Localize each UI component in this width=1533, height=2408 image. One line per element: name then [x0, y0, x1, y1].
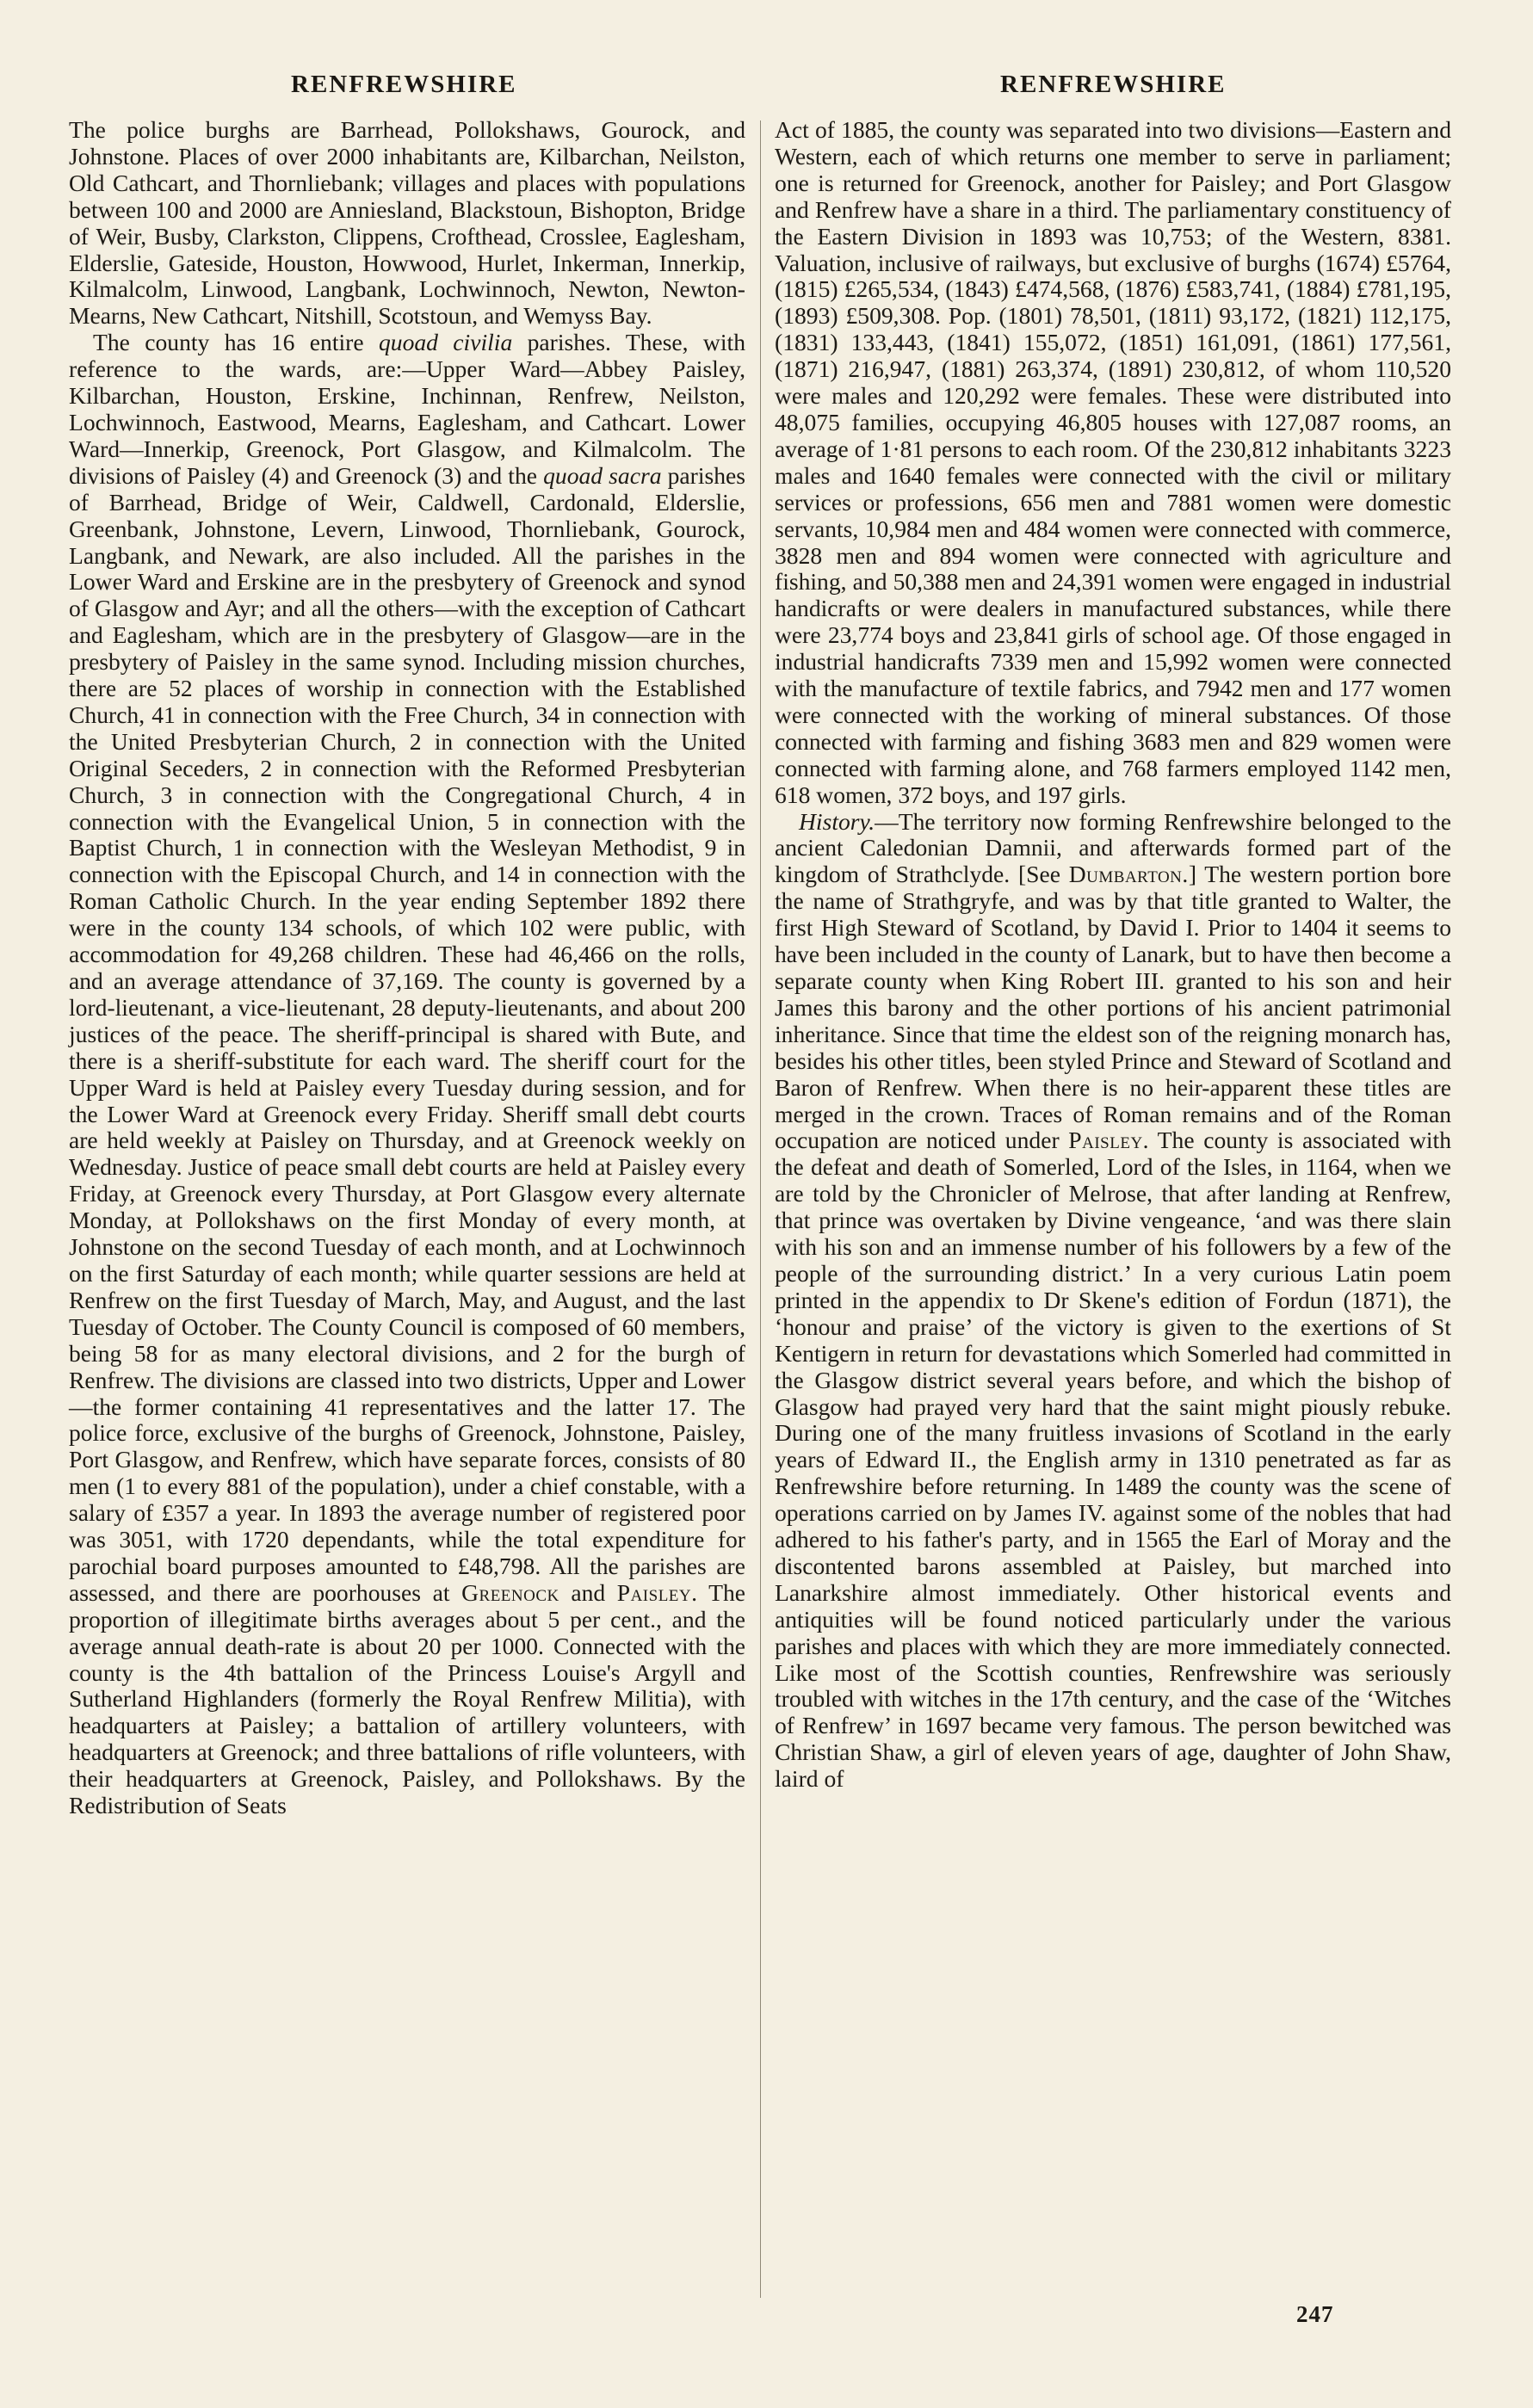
text-run: —The territory now forming Renfrewshire belonged to the ancient Caledonian Damnii, and afterwards formed part of the kingdom of Strathclyde. [See: [775, 807, 1451, 888]
cross-reference-dumbarton: Dumbarton.: [1068, 861, 1189, 888]
text-run: parishes of Barrhead, Bridge of Weir, Caldwell, Cardonald, Elderslie, Greenbank, Johnstone, Levern, Linwood, Thornliebank, Gourock, Langbank, and Newark, are also included. All the parishes in the Lower Ward and Erskine are in the presbytery of Greenock and synod of Glasgow and Ayr; and all the others—with the exception of Cathcart and Eaglesham, which are in the presbytery of Glasgow—are in the presbytery of Paisley in the same synod. Including mission churches, there are 52 places of worship in connection with the Established Church, 41 in connection with the Free Church, 34 in connection with the United Presbyterian Church, 2 in connection with the United Original Seceders, 2 in connection with the Reformed Presbyterian Church, 3 in connection with the Congregational Church, 4 in connection with the Evangelical Union, 5 in connection with the Baptist Church, 1 in connection with the Wesleyan Methodist, 9 in connection with the Episcopal Church, and 14 in connection with the Roman Catholic Church. In the year ending September 1892 there were in the county 134 schools, of which 102 were public, with accommodation for 49,268 children. These had 46,466 on the rolls, and an average attendance of 37,169. The county is governed by a lord-lieutenant, a vice-lieutenant, 28 deputy-lieutenants, and about 200 justices of the peace. The sheriff-principal is shared with Bute, and there is a sheriff-substitute for each ward. The sheriff court for the Upper Ward is held at Paisley every Tuesday during session, and for the Lower Ward at Greenock every Friday. Sheriff small debt courts are held weekly at Paisley on Thursday, and at Greenock weekly on Wednesday. Justice of peace small debt courts are held at Paisley every Friday, at Greenock every Thursday, at Port Glasgow every alternate Monday, at Pollokshaws on the first Monday of every month, at Johnstone on the second Tuesday of each month, and at Lochwinnoch on the first Saturday of each month; while quarter sessions are held at Renfrew on the first Tuesday of March, May, and August, and the last Tuesday of October. The County Council is composed of 60 members, being 58 for as many electoral divisions, and 2 for the burgh of Renfrew. The divisions are classed into two districts, Upper and Lower—the former containing 41 representatives and the latter 17. The police force, exclusive of the burghs of Greenock, Johnstone, Paisley, Port Glasgow, and Renfrew, which have separate forces, consists of 80 men (1 to every 881 of the population), under a chief constable, with a salary of £357 a year. In 1893 the average number of registered poor was 3051, with 1720 dependants, while the total expenditure for parochial board purposes amounted to £48,798. All the parishes are assessed, and there are poorhouses at: [69, 461, 746, 1606]
column-divider: [760, 120, 761, 2298]
italic-term-quoad-sacra: quoad sacra: [543, 461, 662, 489]
page-number: 247: [1296, 2301, 1334, 2327]
running-head-right: RENFREWSHIRE: [1000, 71, 1227, 98]
text-run: . The county is associated with the defeat and death of Somerled, Lord of the Isles, in 1164, when we are told by the Chronicler of Melrose, that after landing at Renfrew, that prince was overtaken by Divine vengeance, ‘and was there slain with his son and an immense number of his followers by a few of the people of the surrounding district.’ In a very curious Latin poem printed in the appendix to Dr Skene's edition of Fordun (1871), the ‘honour and praise’ of the victory is given to the exertions of St Kentigern in return for devastations which Somerled had committed in the Glasgow district several years before, and which the bishop of Glasgow had prayed very hard that the saint might piously rebuke. During one of the many fruitless invasions of Scotland in the early years of Edward II., the English army in 1310 penetrated as far as Renfrewshire before returning. In 1489 the county was the scene of operations carried on by James IV. against some of the nobles that had adhered to his father's party, and in 1565 the Earl of Moray and the discontented barons assembled at Paisley, but marched into Lanarkshire almost immediately. Other historical events and antiquities will be found noticed particularly under the various parishes and places with which they are more immediately connected. Like most of the Scottish counties, Renfrewshire was seriously troubled with witches in the 17th century, and the case of the ‘Witches of Renfrew’ in 1697 became very famous. The person bewitched was Christian Shaw, a girl of eleven years of age, daughter of John Shaw, laird of: [775, 1127, 1452, 1793]
text-run: . The proportion of illegitimate births averages about 5 per cent., and the average annual death-rate is about 20 per 1000. Connected with the county is the 4th battalion of the Princess Louise's Argyll and Sutherland Highlanders (formerly the Royal Renfrew Militia), with headquarters at Paisley; a battalion of artillery volunteers, with headquarters at Greenock; and three battalions of rifle volunteers, with their headquarters at Greenock, Paisley, and Pollokshaws. By the Redistribution of Seats: [69, 1578, 746, 1819]
right-column: [775, 117, 1451, 1793]
paragraph-police-burghs: The police burghs are Barrhead, Pollokshaws, Gourock, and Johnstone. Places of over 2000 inhabitants are, Kilbarchan, Neilston, Old Cathcart, and Thornliebank; villages and places with populations between 100 and 2000 are Anniesland, Blackstoun, Bishopton, Bridge of Weir, Busby, Clarkston, Clippens, Crofthead, Crosslee, Eaglesham, Elderslie, Gateside, Houston, Howwood, Hurlet, Inkerman, Innerkip, Kilmalcolm, Linwood, Langbank, Lochwinnoch, Newton, Newton-Mearns, New Cathcart, Nitshill, Scotstoun, and Wemyss Bay.: [69, 116, 745, 330]
paragraph-parishes-and-administration: [69, 330, 745, 1819]
text-run: The county has 16 entire: [93, 329, 379, 356]
paragraph-divisions-and-population: Act of 1885, the county was separated into two divisions—Eastern and Western, each of which returns one member to serve in parliament; one is returned for Greenock, another for Paisley; and Port Glasgow and Renfrew have a share in a third. The parliamentary constituency of the Eastern Division in 1893 was 10,753; of the Western, 8381. Valuation, inclusive of railways, but exclusive of burghs (1674) £5764, (1815) £265,534, (1843) £474,568, (1876) £583,741, (1884) £781,195, (1893) £509,308. Pop. (1801) 78,501, (1811) 93,172, (1821) 112,175, (1831) 133,443, (1841) 155,072, (1851) 161,091, (1861) 177,561, (1871) 216,947, (1881) 263,374, (1891) 230,812, of whom 110,520 were males and 120,292 were females. These were distributed into 48,075 families, occupying 46,805 houses with 127,087 rooms, an average of 1·81 persons to each room. Of the 230,812 inhabitants 3223 males and 1640 females were connected with the civil or military services or professions, 656 men and 7881 women were domestic servants, 10,984 men and 484 women were connected with commerce, 3828 men and 894 women were connected with agriculture and fishing, and 50,388 men and 24,391 women were engaged in industrial handicrafts or were dealers in manufactured substances, while there were 23,774 boys and 23,841 girls of school age. Of those engaged in industrial handicrafts 7339 men and 15,992 women were connected with the manufacture of textile fabrics, and 7942 men and 177 women were connected with the working of mineral substances. Of those connected with farming and fishing 3683 men and 829 women were connected with farming alone, and 768 farmers employed 1142 men, 618 women, 372 boys, and 197 girls.: [775, 116, 1451, 808]
text-run: ] The western portion bore the name of Strathgryfe, and was by that title granted to Walter, the first High Steward of Scotland, by David I. Prior to 1404 it seems to have been included in the county of Lanark, but to have then become a separate county when King Robert III. granted to his son and heir James this barony and the other portions of his ancient patrimonial inheritance. Since that time the eldest son of the reigning monarch has, besides his other titles, been styled Prince and Steward of Scotland and Baron of Renfrew. When there is no heir-apparent these titles are merged in the crown. Traces of Roman remains and of the Roman occupation are noticed under: [775, 861, 1451, 1154]
left-column: [69, 117, 745, 1819]
running-head-left: RENFREWSHIRE: [291, 71, 517, 98]
text-run: and: [559, 1578, 617, 1606]
paragraph-history: [775, 809, 1451, 1794]
italic-term-quoad-civilia: quoad civilia: [378, 329, 513, 356]
cross-reference-paisley: Paisley: [616, 1578, 692, 1606]
cross-reference-paisley: Paisley: [1068, 1127, 1143, 1154]
section-heading-history: History.: [799, 807, 875, 835]
cross-reference-greenock: Greenock: [461, 1578, 559, 1606]
text-run: parishes. These, with reference to the wards, are:—Upper Ward—Abbey Paisley, Kilbarchan, Houston, Erskine, Inchinnan, Renfrew, Neilston, Lochwinnoch, Eastwood, Mearns, Eaglesham, and Cathcart. Lower Ward—Innerkip, Greenock, Port Glasgow, and Kilmalcolm. The divisions of Paisley (4) and Greenock (3) and the: [69, 329, 745, 489]
